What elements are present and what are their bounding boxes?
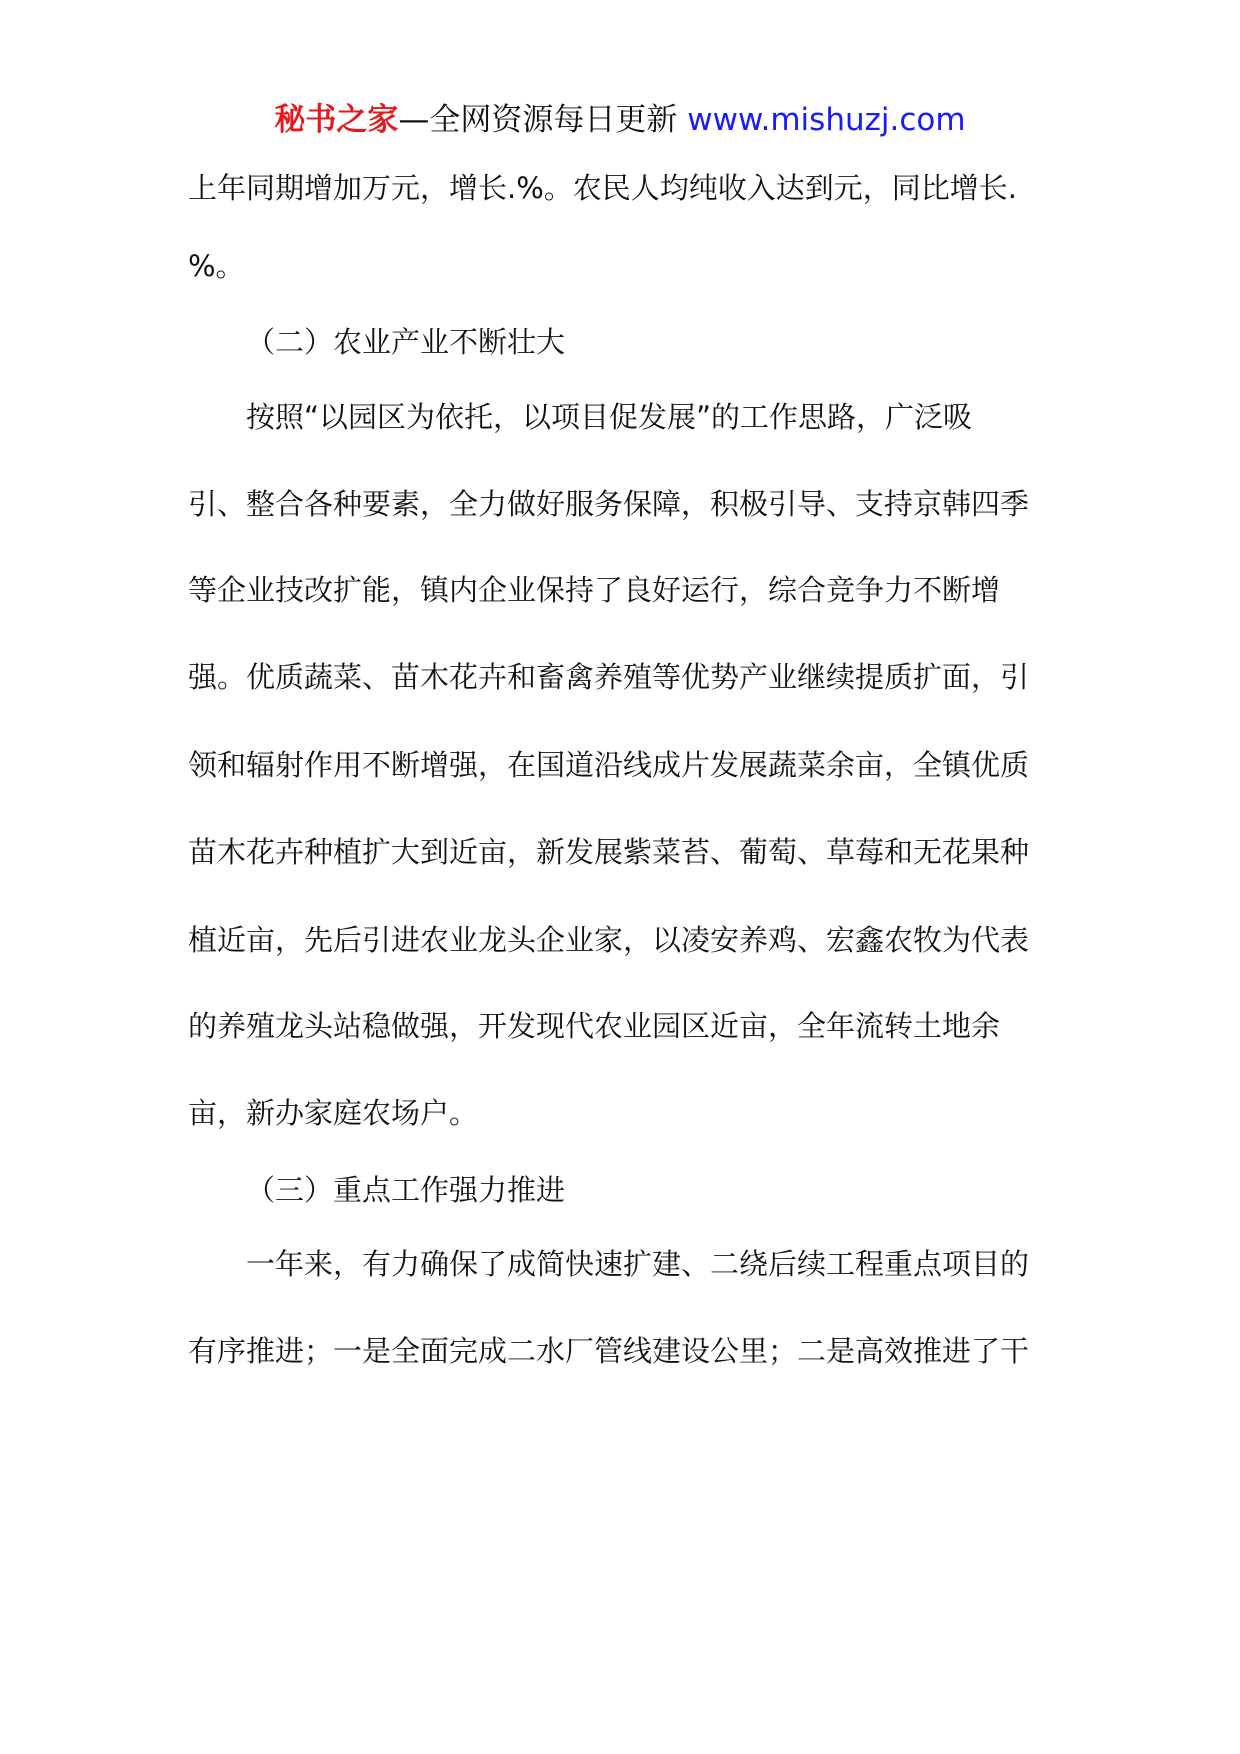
- paragraph-line: 按照“以园区为依托，以项目促发展”的工作思路，广泛吸: [246, 400, 973, 434]
- site-brand: 秘书之家: [274, 102, 399, 138]
- site-slogan: —全网资源每日更新: [398, 102, 688, 138]
- section-heading: （二）农业产业不断壮大: [246, 325, 566, 359]
- paragraph-line: %。: [188, 249, 245, 283]
- paragraph-line: 苗木花卉种植扩大到近亩，新发展紫菜苔、葡萄、草莓和无花果种: [188, 835, 1030, 869]
- paragraph-line: 强。优质蔬菜、苗木花卉和畜禽养殖等优势产业继续提质扩面，引: [188, 660, 1030, 694]
- paragraph-line: 植近亩，先后引进农业龙头企业家，以凌安养鸡、宏鑫农牧为代表: [188, 923, 1030, 957]
- paragraph-line: 领和辐射作用不断增强，在国道沿线成片发展蔬菜余亩，全镇优质: [188, 748, 1030, 782]
- paragraph-line: 亩，新办家庭农场户。: [188, 1096, 479, 1130]
- paragraph-line: 有序推进；一是全面完成二水厂管线建设公里；二是高效推进了干: [188, 1334, 1030, 1368]
- paragraph-line: 的养殖龙头站稳做强，开发现代农业园区近亩，全年流转土地余: [188, 1009, 1001, 1043]
- site-url-link[interactable]: www.mishuzj.com: [687, 102, 966, 138]
- paragraph-line: 上年同期增加万元，增长.%。农民人均纯收入达到元，同比增长.: [188, 171, 1017, 205]
- paragraph-line: 等企业技改扩能，镇内企业保持了良好运行，综合竞争力不断增: [188, 573, 1001, 607]
- paragraph-line: 引、整合各种要素，全力做好服务保障，积极引导、支持京韩四季: [188, 487, 1030, 521]
- paragraph-line: 一年来，有力确保了成简快速扩建、二绕后续工程重点项目的: [246, 1247, 1030, 1281]
- section-heading: （三）重点工作强力推进: [246, 1173, 566, 1207]
- site-header: [0, 100, 1240, 140]
